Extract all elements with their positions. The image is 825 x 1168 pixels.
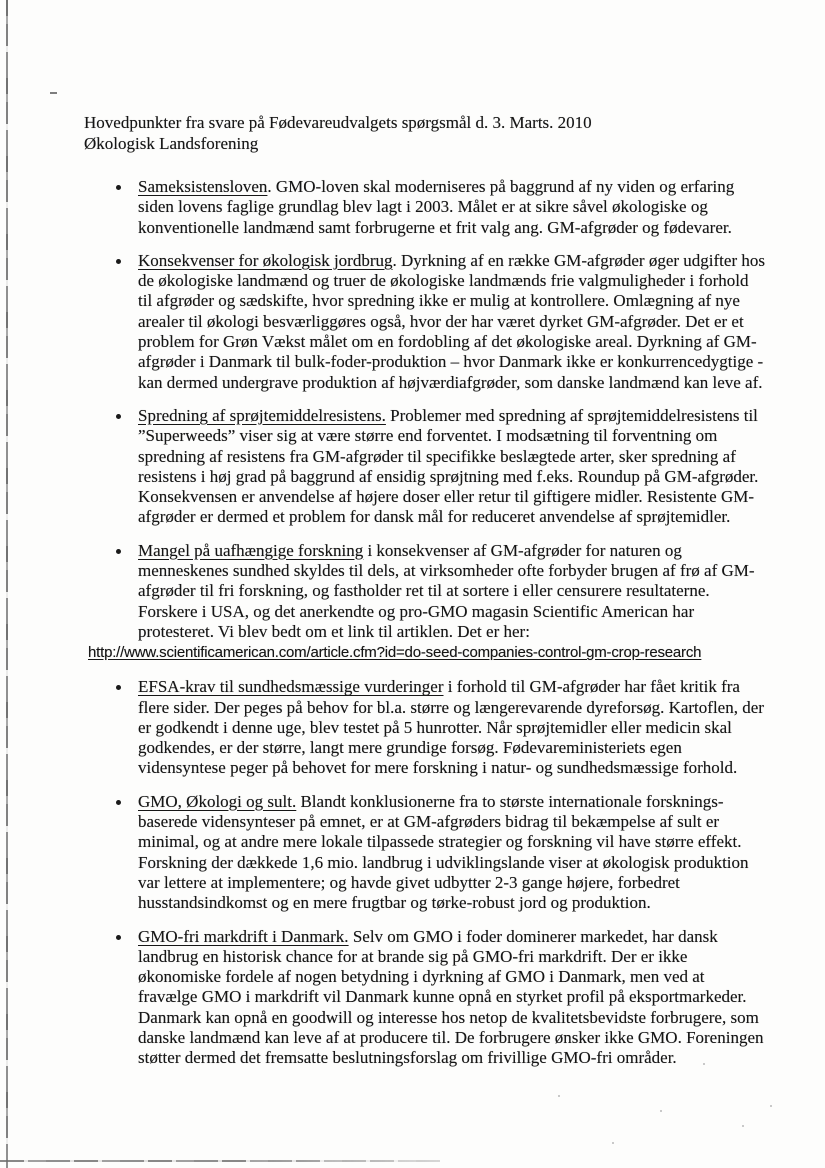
scan-speck [660, 1110, 662, 1112]
bullet-text [138, 792, 766, 914]
bullet-dot-icon [116, 549, 121, 554]
scan-artifact-dash [50, 92, 57, 94]
document-author: Økologisk Landsforening [84, 134, 259, 153]
bullet-body: Selv om GMO i foder dominerer markedet, har dansk landbrug en historisk chance for at brande sig på GMO-fri markdrift. Der er ikke økonomiske fordele af nogen betydning i dyrkning af GMO i Danmark, men ved at fravælge GMO i markdrift vil Danmark kunne opnå en styrket profil på eksportmarkeder. Danmark kan opnå en goodwill og interesse hos netop de kvalitetsbevidste forbrugere, som danske landmænd kan leve af at producere til. De forbrugere ønsker ikke GMO. Foreningen støtter dermed det fremsatte beslutningsforslag om frivillige GMO-fri områder. [138, 926, 764, 1068]
bullet-item-mangel-forskning [84, 541, 766, 664]
bullet-body: i forhold til GM-afgrøder har fået kritik fra flere sider. Der peges på behov for bl.a. større og længerevarende dyreforsøg. Kartoflen, der er godkendt i denne uge, blev testet på 5 hunrotter. Når sprøjtemidler eller medicin skal godkendes, er der større, langt mere grundige forsøg. Fødevareministeriets egen vidensyntese peger på behovet for mere forskning i natur- og sundhedsmæssige forhold. [138, 677, 764, 778]
bullet-dot-icon [116, 414, 121, 419]
bullet-heading: Konsekvenser for økologisk jordbrug [138, 250, 393, 270]
bullet-heading: GMO-fri markdrift i Danmark. [138, 926, 349, 946]
bullet-text [138, 927, 766, 1069]
bullet-item-spredning [84, 406, 766, 528]
bullet-heading: Mangel på uafhængige forskning [138, 540, 364, 560]
bullet-item-konsekvenser [84, 251, 766, 393]
bullet-dot-icon [116, 800, 121, 805]
bullet-heading: EFSA-krav til sundhedsmæssige vurderinger [138, 677, 444, 697]
document-content [84, 112, 766, 1082]
bullet-body: Blandt konklusionerne fra to største internationale forsknings-baserede vidensynteser på emnet, er at GM-afgrøders bidrag til bekæmpelse af sult er minimal, og at andre mere lokale tilpassede strategier og forskning vil have større effekt. Forskning der dækkede 1,6 mio. landbrug i udviklingslande viser at økologisk produktion var lettere at implementere; og havde givet udbytter 2-3 gange højere, forbedret husstandsindkomst og en mere frugtbar og tørke-robust jord og produktion. [138, 791, 749, 913]
bullet-text [138, 406, 766, 528]
document-header [84, 112, 766, 154]
bullet-body: GMO-loven skal moderniseres på baggrund af ny viden og erfaring siden lovens faglige grundlag blev lagt i 2003. Målet er at sikre såvel økologiske og konventionelle landmænd samt forbrugerne et frit valg ang. GM-afgrøder og fødevarer. [138, 177, 735, 237]
bullet-body: Problemer med spredning af sprøjtemiddelresistens til ”Superweeds” viser sig at være større end forventet. I modsætning til forventning om spredning af resistens fra GM-afgrøder til specifikke beslægtede arter, sker spredning af resistens i høj grad på baggrund af ensidig sprøjtning med f.eks. Roundup på GM-afgrøder. Konsekvensen er anvendelse af højere doser eller retur til giftigere midler. Resistente GM-afgrøder er dermed et problem for dansk mål for reduceret anvendelse af sprøjtemidler. [138, 405, 759, 527]
scan-speck [612, 1142, 614, 1144]
bullet-body: i konsekvenser af GM-afgrøder for naturen og menneskenes sundhed skyldes til dels, at virksomheder ofte forbyder brugen af frø af GM-afgrøder til fri forskning, og fastholder ret til at sortere i eller censurere resultaterne. Forskere i USA, og det anerkendte og pro-GMO magasin Scientific American har protesteret. Vi blev bedt om et link til artiklen. Det er her: [138, 540, 755, 641]
scan-speck [742, 1125, 744, 1127]
bullet-item-efsa-krav [84, 677, 766, 778]
bullet-text [138, 177, 766, 238]
bullet-item-gmo-okologi-sult [84, 792, 766, 914]
bullet-heading: Sameksistensloven [138, 177, 268, 196]
bullet-separator: . [392, 250, 401, 270]
bullet-dot-icon [116, 685, 121, 690]
article-link: http://www.scientificamerican.com/article.cfm?id=do-seed-companies-control-gm-crop-research [88, 644, 702, 662]
bullet-dot-icon [116, 259, 121, 264]
bullet-list [84, 177, 766, 1069]
bullet-text [138, 677, 766, 778]
scan-artifact-left-edge [6, 0, 8, 1168]
document-title: Hovedpunkter fra svare på Fødevareudvalgets spørgsmål d. 3. Marts. 2010 [84, 113, 592, 132]
bullet-body: Dyrkning af en række GM-afgrøder øger udgifter hos de økologiske landmænd og truer de økologiske landmænds frie valgmuligheder i forhold til afgrøder og sædskifte, hvor spredning ikke er mulig at kontrollere. Omlægning af nye arealer til økologi besværliggøres også, hvor der har været dyrket GM-afgrøder. Det er et problem for Grøn Vækst målet om en fordobling af det økologiske areal. Dyrkning af GM-afgrøder i Danmark til bulk-foder-produktion – hvor Danmark ikke er konkurrencedygtige - kan dermed undergrave produktion af højværdiafgrøder, som danske landmænd kan leve af. [138, 250, 765, 392]
bullet-heading: Spredning af sprøjtemiddelresistens. [138, 405, 386, 425]
scan-speck [558, 1095, 560, 1097]
bullet-dot-icon [116, 935, 121, 940]
bullet-separator: . [267, 177, 276, 196]
bullet-item-gmo-fri-markdrift [84, 927, 766, 1069]
scan-speck [770, 1105, 772, 1107]
bullet-dot-icon [116, 185, 121, 190]
bullet-item-sameksistensloven [84, 177, 766, 238]
bullet-text [88, 540, 766, 664]
bullet-heading: GMO, Økologi og sult. [138, 791, 297, 811]
scan-artifact-bottom-edge [0, 1160, 440, 1162]
bullet-text [138, 251, 766, 393]
